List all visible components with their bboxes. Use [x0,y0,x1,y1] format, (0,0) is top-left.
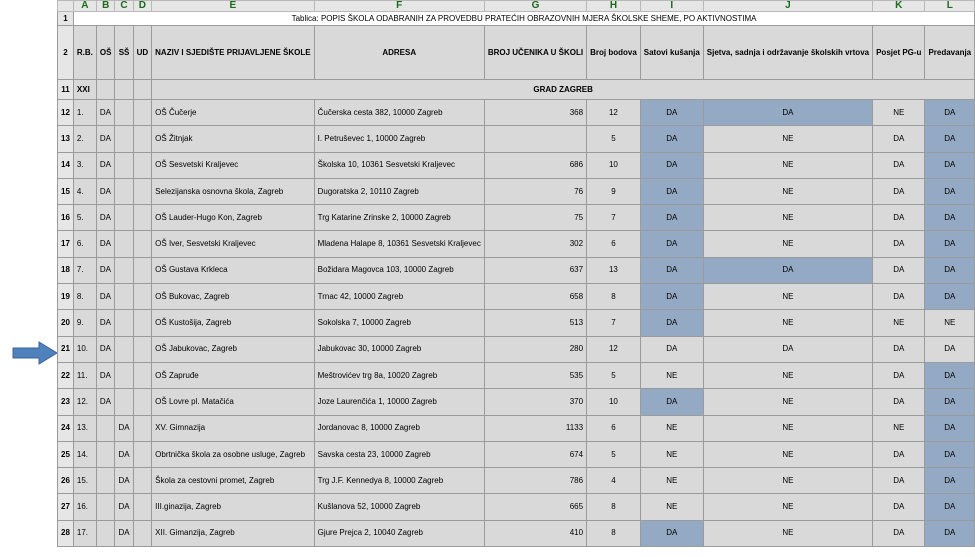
cell-satovi[interactable]: DA [640,126,703,152]
cell-os[interactable]: DA [96,284,115,310]
cell-students[interactable]: 786 [484,468,586,494]
table-row[interactable] [58,468,975,494]
column-header[interactable]: H [587,1,641,12]
cell-name[interactable]: OŠ Jabukovac, Zagreb [152,336,314,362]
cell-points[interactable]: 8 [587,494,641,520]
header-posjet[interactable]: Posjet PG-u [873,26,925,80]
cell-posjet[interactable]: DA [873,441,925,467]
header-rb[interactable]: R.B. [73,26,96,80]
cell-address[interactable]: Kušlanova 52, 10000 Zagreb [314,494,484,520]
row-number[interactable]: 2 [58,26,74,80]
cell-address[interactable]: Trnac 42, 10000 Zagreb [314,284,484,310]
header-ss[interactable]: SŠ [115,26,133,80]
cell-ud[interactable] [133,415,152,441]
cell-posjet[interactable]: DA [873,468,925,494]
cell-satovi[interactable]: DA [640,310,703,336]
table-row[interactable] [58,494,975,520]
cell-name[interactable]: OŠ Iver, Sesvetski Kraljevec [152,231,314,257]
cell-rb[interactable]: 13. [73,415,96,441]
cell-students[interactable]: 658 [484,284,586,310]
cell-students[interactable]: 75 [484,205,586,231]
cell-ss[interactable]: DA [115,441,133,467]
cell-sjetva[interactable]: NE [703,494,872,520]
column-header[interactable]: B [96,1,115,12]
cell-points[interactable]: 7 [587,310,641,336]
cell-ud[interactable] [133,520,152,546]
cell-address[interactable]: Trg J.F. Kennedya 8, 10000 Zagreb [314,468,484,494]
cell-os[interactable] [96,441,115,467]
cell-posjet[interactable]: DA [873,178,925,204]
cell-ud[interactable] [133,100,152,126]
cell-sjetva[interactable]: NE [703,231,872,257]
cell[interactable] [96,80,115,100]
cell-name[interactable]: III.ginazija, Zagreb [152,494,314,520]
cell-satovi[interactable]: DA [640,178,703,204]
cell-sjetva[interactable]: DA [703,100,872,126]
header-points[interactable]: Broj bodova [587,26,641,80]
cell-sjetva[interactable]: DA [703,257,872,283]
cell-posjet[interactable]: DA [873,389,925,415]
cell-predavanja[interactable]: DA [925,362,975,388]
column-header[interactable]: L [925,1,975,12]
table-row[interactable] [58,362,975,388]
table-row[interactable] [58,336,975,362]
header-address[interactable]: ADRESA [314,26,484,80]
cell-posjet[interactable]: NE [873,415,925,441]
cell-ud[interactable] [133,231,152,257]
table-row[interactable] [58,389,975,415]
cell-points[interactable]: 12 [587,336,641,362]
cell-ss[interactable]: DA [115,494,133,520]
cell-satovi[interactable]: DA [640,284,703,310]
cell-students[interactable]: 637 [484,257,586,283]
cell-points[interactable]: 8 [587,284,641,310]
cell-address[interactable]: Gjure Prejca 2, 10040 Zagreb [314,520,484,546]
cell-points[interactable]: 4 [587,468,641,494]
cell-satovi[interactable]: DA [640,336,703,362]
cell-ss[interactable]: DA [115,415,133,441]
cell-posjet[interactable]: DA [873,152,925,178]
table-row[interactable] [58,520,975,546]
cell-students[interactable] [484,126,586,152]
cell-os[interactable]: DA [96,362,115,388]
cell-satovi[interactable]: NE [640,468,703,494]
row-number[interactable]: 18 [58,257,74,283]
cell-satovi[interactable]: DA [640,257,703,283]
cell-ss[interactable] [115,231,133,257]
cell-address[interactable]: Dugoratska 2, 10110 Zagreb [314,178,484,204]
cell-satovi[interactable]: DA [640,152,703,178]
cell-ud[interactable] [133,441,152,467]
cell-ud[interactable] [133,389,152,415]
cell-students[interactable]: 674 [484,441,586,467]
cell-predavanja[interactable]: DA [925,126,975,152]
cell-students[interactable]: 370 [484,389,586,415]
row-number[interactable]: 14 [58,152,74,178]
cell-posjet[interactable]: NE [873,310,925,336]
cell-address[interactable]: Školska 10, 10361 Sesvetski Kraljevec [314,152,484,178]
table-title[interactable]: Tablica: POPIS ŠKOLA ODABRANIH ZA PROVEDBU PRATEĆIH OBRAZOVNIH MJERA ŠKOLSKE SHEME, PO AKTIVNOSTIMA [73,12,974,26]
spreadsheet-grid [57,0,975,547]
cell[interactable] [115,80,133,100]
cell-name[interactable]: OŠ Lauder-Hugo Kon, Zagreb [152,205,314,231]
column-header[interactable]: J [703,1,872,12]
cell-address[interactable]: Mladena Halape 8, 10361 Sesvetski Kraljevec [314,231,484,257]
cell-students[interactable]: 302 [484,231,586,257]
cell-name[interactable]: OŠ Kustošija, Zagreb [152,310,314,336]
corner-cell[interactable] [58,1,74,12]
row-number[interactable]: 23 [58,389,74,415]
cell-posjet[interactable]: DA [873,362,925,388]
cell-ud[interactable] [133,362,152,388]
cell-posjet[interactable]: DA [873,257,925,283]
row-number[interactable]: 17 [58,231,74,257]
cell-rb[interactable]: 8. [73,284,96,310]
cell-predavanja[interactable]: DA [925,205,975,231]
cell-ud[interactable] [133,494,152,520]
table-row[interactable] [58,284,975,310]
cell-ss[interactable] [115,205,133,231]
cell-sjetva[interactable]: NE [703,284,872,310]
table-row[interactable] [58,415,975,441]
cell-name[interactable]: OŠ Sesvetski Kraljevec [152,152,314,178]
cell-name[interactable]: OŠ Lovre pl. Matačića [152,389,314,415]
row-number[interactable]: 27 [58,494,74,520]
table-row[interactable] [58,205,975,231]
cell-sjetva[interactable]: DA [703,336,872,362]
cell-points[interactable]: 13 [587,257,641,283]
cell-sjetva[interactable]: NE [703,178,872,204]
cell-ss[interactable] [115,126,133,152]
cell-ss[interactable] [115,284,133,310]
cell-rb[interactable]: 16. [73,494,96,520]
cell-satovi[interactable]: NE [640,494,703,520]
cell-posjet[interactable]: DA [873,520,925,546]
cell-rb[interactable]: 2. [73,126,96,152]
cell-points[interactable]: 5 [587,126,641,152]
cell-posjet[interactable]: DA [873,494,925,520]
cell-ud[interactable] [133,284,152,310]
cell-predavanja[interactable]: DA [925,152,975,178]
cell-os[interactable]: DA [96,100,115,126]
cell-name[interactable]: XII. Gimanzija, Zagreb [152,520,314,546]
table-row[interactable] [58,441,975,467]
cell-satovi[interactable]: DA [640,389,703,415]
cell-ss[interactable]: DA [115,520,133,546]
cell-ud[interactable] [133,152,152,178]
cell-points[interactable]: 7 [587,205,641,231]
header-name[interactable]: NAZIV I SJEDIŠTE PRIJAVLJENE ŠKOLE [152,26,314,80]
cell-address[interactable]: Savska cesta 23, 10000 Zagreb [314,441,484,467]
cell-posjet[interactable]: DA [873,284,925,310]
table-row[interactable] [58,126,975,152]
cell-predavanja[interactable]: DA [925,468,975,494]
header-students[interactable]: BROJ UČENIKA U ŠKOLI [484,26,586,80]
row-number[interactable]: 20 [58,310,74,336]
cell-address[interactable]: Joze Laurenčića 1, 10000 Zagreb [314,389,484,415]
cell-ss[interactable] [115,178,133,204]
row-number[interactable]: 26 [58,468,74,494]
cell-os[interactable] [96,520,115,546]
row-number[interactable]: 15 [58,178,74,204]
cell-ss[interactable] [115,310,133,336]
cell-os[interactable]: DA [96,178,115,204]
cell-points[interactable]: 5 [587,441,641,467]
cell-predavanja[interactable]: DA [925,494,975,520]
cell-ud[interactable] [133,468,152,494]
cell-ud[interactable] [133,336,152,362]
header-predavanja[interactable]: Predavanja [925,26,975,80]
cell-name[interactable]: Škola za cestovni promet, Zagreb [152,468,314,494]
cell-points[interactable]: 9 [587,178,641,204]
cell-students[interactable]: 368 [484,100,586,126]
header-sjetva[interactable]: Sjetva, sadnja i održavanje školskih vrtova [703,26,872,80]
column-header[interactable]: F [314,1,484,12]
cell-predavanja[interactable]: DA [925,520,975,546]
cell-name[interactable]: OŠ Žitnjak [152,126,314,152]
cell-name[interactable]: XV. Gimnazija [152,415,314,441]
column-header[interactable]: G [484,1,586,12]
row-number[interactable]: 1 [58,12,74,26]
row-number[interactable]: 28 [58,520,74,546]
column-header[interactable]: A [73,1,96,12]
cell-predavanja[interactable]: NE [925,310,975,336]
section-name[interactable]: GRAD ZAGREB [152,80,975,100]
header-ud[interactable]: UD [133,26,152,80]
cell-os[interactable]: DA [96,336,115,362]
cell-rb[interactable]: 14. [73,441,96,467]
cell-predavanja[interactable]: DA [925,415,975,441]
cell-sjetva[interactable]: NE [703,520,872,546]
cell-os[interactable] [96,494,115,520]
row-number[interactable]: 19 [58,284,74,310]
column-header[interactable]: E [152,1,314,12]
cell-ud[interactable] [133,257,152,283]
cell-rb[interactable]: 9. [73,310,96,336]
cell-ss[interactable] [115,100,133,126]
cell-predavanja[interactable]: DA [925,389,975,415]
cell-predavanja[interactable]: DA [925,336,975,362]
cell-rb[interactable]: 3. [73,152,96,178]
cell-name[interactable]: OŠ Zapruđe [152,362,314,388]
arrow-pointer-icon [13,342,57,364]
cell-ss[interactable] [115,362,133,388]
cell-rb[interactable]: 4. [73,178,96,204]
cell-rb[interactable]: 17. [73,520,96,546]
cell-ss[interactable] [115,257,133,283]
cell-sjetva[interactable]: NE [703,152,872,178]
cell-rb[interactable]: 12. [73,389,96,415]
cell-points[interactable]: 6 [587,231,641,257]
cell-predavanja[interactable]: DA [925,441,975,467]
cell-os[interactable]: DA [96,310,115,336]
cell-ss[interactable] [115,389,133,415]
column-header[interactable]: I [640,1,703,12]
cell-sjetva[interactable]: NE [703,310,872,336]
cell-os[interactable]: DA [96,257,115,283]
cell-os[interactable]: DA [96,152,115,178]
cell-rb[interactable]: 6. [73,231,96,257]
table-row[interactable] [58,231,975,257]
cell-points[interactable]: 10 [587,389,641,415]
cell-rb[interactable]: 11. [73,362,96,388]
cell-sjetva[interactable]: NE [703,441,872,467]
spreadsheet [57,0,972,557]
cell-points[interactable]: 5 [587,362,641,388]
table-row[interactable] [58,100,975,126]
cell-address[interactable]: Trg Katarine Zrinske 2, 10000 Zagreb [314,205,484,231]
cell-sjetva[interactable]: NE [703,389,872,415]
cell-rb[interactable]: 5. [73,205,96,231]
cell-points[interactable]: 10 [587,152,641,178]
header-os[interactable]: OŠ [96,26,115,80]
cell-posjet[interactable]: DA [873,126,925,152]
cell-students[interactable]: 280 [484,336,586,362]
row-number[interactable]: 11 [58,80,74,100]
cell-students[interactable]: 665 [484,494,586,520]
cell-ud[interactable] [133,178,152,204]
row-number[interactable]: 12 [58,100,74,126]
cell-os[interactable]: DA [96,205,115,231]
cell-sjetva[interactable]: NE [703,468,872,494]
table-row[interactable] [58,152,975,178]
cell-os[interactable]: DA [96,389,115,415]
cell-predavanja[interactable]: DA [925,231,975,257]
cell-posjet[interactable]: DA [873,231,925,257]
cell-address[interactable]: Božidara Magovca 103, 10000 Zagreb [314,257,484,283]
cell-satovi[interactable]: DA [640,520,703,546]
row-number[interactable]: 22 [58,362,74,388]
cell-rb[interactable]: 10. [73,336,96,362]
cell-students[interactable]: 76 [484,178,586,204]
cell-satovi[interactable]: NE [640,415,703,441]
row-number[interactable]: 24 [58,415,74,441]
column-header[interactable]: D [133,1,152,12]
cell-name[interactable]: OŠ Čučerje [152,100,314,126]
cell-address[interactable]: I. Petruševec 1, 10000 Zagreb [314,126,484,152]
cell[interactable] [133,80,152,100]
cell-rb[interactable]: 7. [73,257,96,283]
column-header[interactable]: K [873,1,925,12]
cell-satovi[interactable]: DA [640,231,703,257]
row-number[interactable]: 21 [58,336,74,362]
cell-predavanja[interactable]: DA [925,284,975,310]
row-number[interactable]: 25 [58,441,74,467]
cell-posjet[interactable]: DA [873,205,925,231]
cell-posjet[interactable]: DA [873,336,925,362]
cell-os[interactable] [96,468,115,494]
table-row[interactable] [58,257,975,283]
cell-sjetva[interactable]: NE [703,415,872,441]
cell-students[interactable]: 1133 [484,415,586,441]
cell-predavanja[interactable]: DA [925,100,975,126]
cell-rb[interactable]: 1. [73,100,96,126]
cell-name[interactable]: OŠ Bukovac, Zagreb [152,284,314,310]
cell-predavanja[interactable]: DA [925,178,975,204]
cell-satovi[interactable]: NE [640,441,703,467]
header-satovi[interactable]: Satovi kušanja [640,26,703,80]
cell-students[interactable]: 410 [484,520,586,546]
cell-ss[interactable] [115,152,133,178]
cell-name[interactable]: Obrtnička škola za osobne usluge, Zagreb [152,441,314,467]
row-number[interactable]: 16 [58,205,74,231]
cell-points[interactable]: 8 [587,520,641,546]
row-number[interactable]: 13 [58,126,74,152]
cell-ud[interactable] [133,205,152,231]
table-row[interactable] [58,178,975,204]
cell-address[interactable]: Jabukovac 30, 10000 Zagreb [314,336,484,362]
cell-address[interactable]: Sokolska 7, 10000 Zagreb [314,310,484,336]
cell-name[interactable]: OŠ Gustava Krkleca [152,257,314,283]
cell-satovi[interactable]: NE [640,362,703,388]
cell-os[interactable]: DA [96,126,115,152]
column-header[interactable]: C [115,1,133,12]
cell-students[interactable]: 686 [484,152,586,178]
cell-students[interactable]: 535 [484,362,586,388]
cell-os[interactable]: DA [96,231,115,257]
cell-address[interactable]: Čučerska cesta 382, 10000 Zagreb [314,100,484,126]
cell-sjetva[interactable]: NE [703,126,872,152]
cell-ud[interactable] [133,310,152,336]
cell-ud[interactable] [133,126,152,152]
cell-os[interactable] [96,415,115,441]
cell-ss[interactable] [115,336,133,362]
cell-students[interactable]: 513 [484,310,586,336]
cell-ss[interactable]: DA [115,468,133,494]
cell-address[interactable]: Jordanovac 8, 10000 Zagreb [314,415,484,441]
cell-rb[interactable]: 15. [73,468,96,494]
cell-satovi[interactable]: DA [640,205,703,231]
cell-sjetva[interactable]: NE [703,205,872,231]
cell-sjetva[interactable]: NE [703,362,872,388]
cell-address[interactable]: Meštrovićev trg 8a, 10020 Zagreb [314,362,484,388]
table-row[interactable] [58,310,975,336]
cell-points[interactable]: 6 [587,415,641,441]
cell-name[interactable]: Selezijanska osnovna škola, Zagreb [152,178,314,204]
cell-predavanja[interactable]: DA [925,257,975,283]
cell-points[interactable]: 12 [587,100,641,126]
section-rb[interactable]: XXI [73,80,96,100]
cell-posjet[interactable]: NE [873,100,925,126]
cell-satovi[interactable]: DA [640,100,703,126]
